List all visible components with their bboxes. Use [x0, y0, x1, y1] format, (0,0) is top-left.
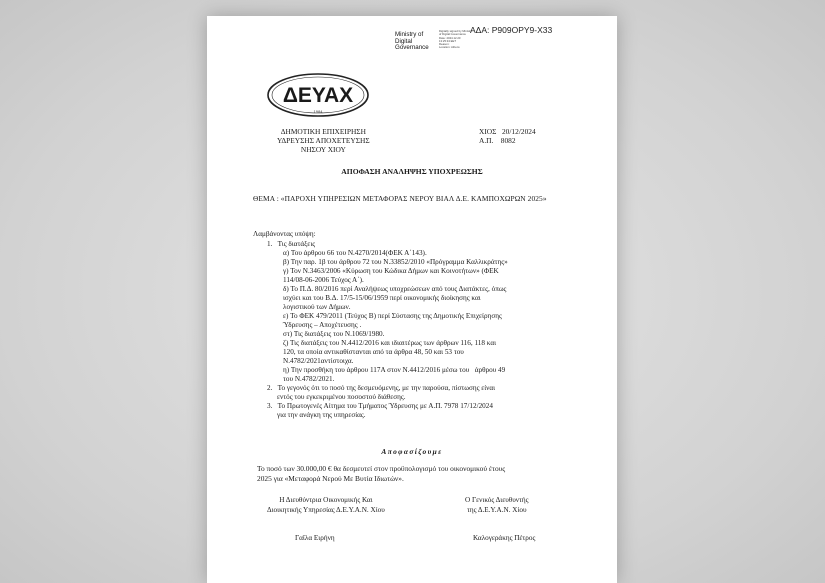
signature-line: Reason: [439, 42, 450, 47]
signature-line: Date: 2024.12.20 [439, 35, 461, 40]
reference-block [479, 127, 536, 145]
deyax-logo [265, 70, 371, 120]
consideration-item: η) Την προσθήκη του άρθρου 117Α στον Ν.4412/2016 μέσω του άρθρου 49 [283, 366, 506, 374]
consideration-item: γ) Τον Ν.3463/2006 «Κύρωση του Κώδικα Δήμων και Κοινοτήτων» (ΦΕΚ [283, 267, 499, 275]
consideration-item: δ) Το Π.Δ. 80/2016 περί Αναλήψεως υποχρεώσεων από τους Διατάκτες, όπως [283, 285, 507, 293]
title-line: Διοικητικής Υπηρεσίας Δ.Ε.Υ.Α.Ν. Χίου [267, 506, 385, 514]
consideration-item: 120, τα οποία αντικαθίστανται από τα άρθρα 48, 50 και 53 του [283, 348, 464, 356]
signature-line: Digitally signed by Ministry [439, 29, 472, 33]
ministry-line: Governance [395, 44, 429, 52]
ada-code: ΑΔΑ: Ρ909ΟΡΥ9-Χ33 [470, 25, 553, 35]
org-line: ΔΗΜΟΤΙΚΗ ΕΠΙΧΕΙΡΗΣΗ [280, 127, 366, 136]
title-line: Ο Γενικός Διευθυντής [465, 496, 529, 504]
decision-line: Το ποσό των 30.000,00 € θα δεσμευτεί στον προϋπολογισμό του οικονομικού έτους [257, 464, 506, 473]
right-signatory-name: Καλογεράκης Πέτρος [473, 534, 536, 542]
consideration-item: Ύδρευσης – Αποχέτευσης . [283, 321, 362, 329]
org-line: ΥΔΡΕΥΣΗΣ ΑΠΟΧΕΤΕΥΣΗΣ [277, 136, 370, 145]
protocol-number: Α.Π. 8082 [479, 136, 516, 145]
decision-heading: Αποφασίζουμε [381, 447, 443, 456]
consideration-item: ισχύει και του Β.Δ. 17/5-15/06/1959 περί οικονομικής διοίκησης και [283, 294, 481, 302]
digital-signature-info [439, 30, 472, 50]
consideration-item: λογιστικού των Δήμων. [283, 303, 351, 311]
signature-line: of Digital Governance [439, 32, 466, 37]
decision-line: 2025 για «Μεταφορά Νερού Με Βυτία Ιδιωτών». [257, 473, 404, 483]
ministry-line: Ministry of [395, 31, 424, 38]
organization-header [277, 127, 370, 154]
consideration-item: 2. Το γεγονός ότι το ποσό της δεσμευόμενης, με την παρούσα, πίστωσης είναι [267, 384, 496, 392]
consideration-item: εντός του εγκεκριμένου ποσοστού διάθεσης. [277, 393, 406, 401]
ministry-line: Digital [395, 37, 413, 45]
ministry-stamp [395, 32, 429, 52]
signature-line: 13:25:34 EET [439, 38, 457, 43]
place-date: ΧΙΟΣ 20/12/2024 [479, 127, 536, 136]
consideration-item: 3. Το Πρωτογενές Αίτημα του Τμήματος Ύδρευσης με Α.Π. 7978 17/12/2024 [267, 402, 493, 410]
left-signatory-name: Γαΐλα Ειρήνη [295, 534, 335, 542]
left-signatory-title [267, 495, 385, 515]
consideration-item: ζ) Τις διατάξεις του Ν.4412/2016 και ιδιαιτέρως των άρθρων 116, 118 και [283, 339, 497, 347]
subject-line: ΘΕΜΑ : «ΠΑΡΟΧΗ ΥΠΗΡΕΣΙΩΝ ΜΕΤΑΦΟΡΑΣ ΝΕΡΟΥ ΒΙΑΛ Δ.Ε. ΚΑΜΠΟΧΩΡΩΝ 2025» [253, 194, 547, 203]
intro-text: Λαμβάνοντας υπόψη: [253, 230, 316, 238]
consideration-item: στ) Τις διατάξεις του Ν.1069/1980. [283, 330, 385, 338]
document-title: ΑΠΟΦΑΣΗ ΑΝΑΛΗΨΗΣ ΥΠΟΧΡΕΩΣΗΣ [341, 167, 483, 176]
considerations [253, 230, 583, 420]
signature-line: Location: Athens [439, 45, 460, 50]
org-line: ΝΗΣΟΥ ΧΙΟΥ [300, 145, 346, 154]
consideration-item: α) Του άρθρου 66 του Ν.4270/2014(ΦΕΚ Α΄143). [283, 249, 427, 257]
title-line: της Δ.Ε.Υ.Α.Ν. Χίου [466, 506, 527, 514]
consideration-item: β) Την παρ. 1β του άρθρου 72 του Ν.33852/2010 «Πρόγραμμα Καλλικράτης» [283, 258, 508, 266]
document-page [207, 16, 617, 583]
consideration-item: ε) Το ΦΕΚ 479/2011 (Τεύχος Β) περί Σύστασης της Δημοτικής Επιχείρησης [283, 312, 502, 320]
consideration-item: Ν.4782/2021αντίστοιχα. [283, 357, 354, 365]
consideration-item: του Ν.4782/2021. [283, 375, 335, 383]
decision-text [257, 464, 505, 483]
right-signatory-title [465, 495, 529, 515]
title-line: Η Διευθύντρια Οικονομικής Και [279, 496, 373, 504]
consideration-item: για την ανάγκη της υπηρεσίας. [277, 411, 366, 419]
considerations-list [253, 240, 583, 420]
logo-year: 1984 [313, 109, 323, 114]
consideration-item: 1. Τις διατάξεις [267, 240, 316, 248]
consideration-item: 114/08-06-2006 Τεύχος Α΄). [283, 276, 364, 284]
logo-text: ΔΕΥΑΧ [282, 84, 354, 107]
